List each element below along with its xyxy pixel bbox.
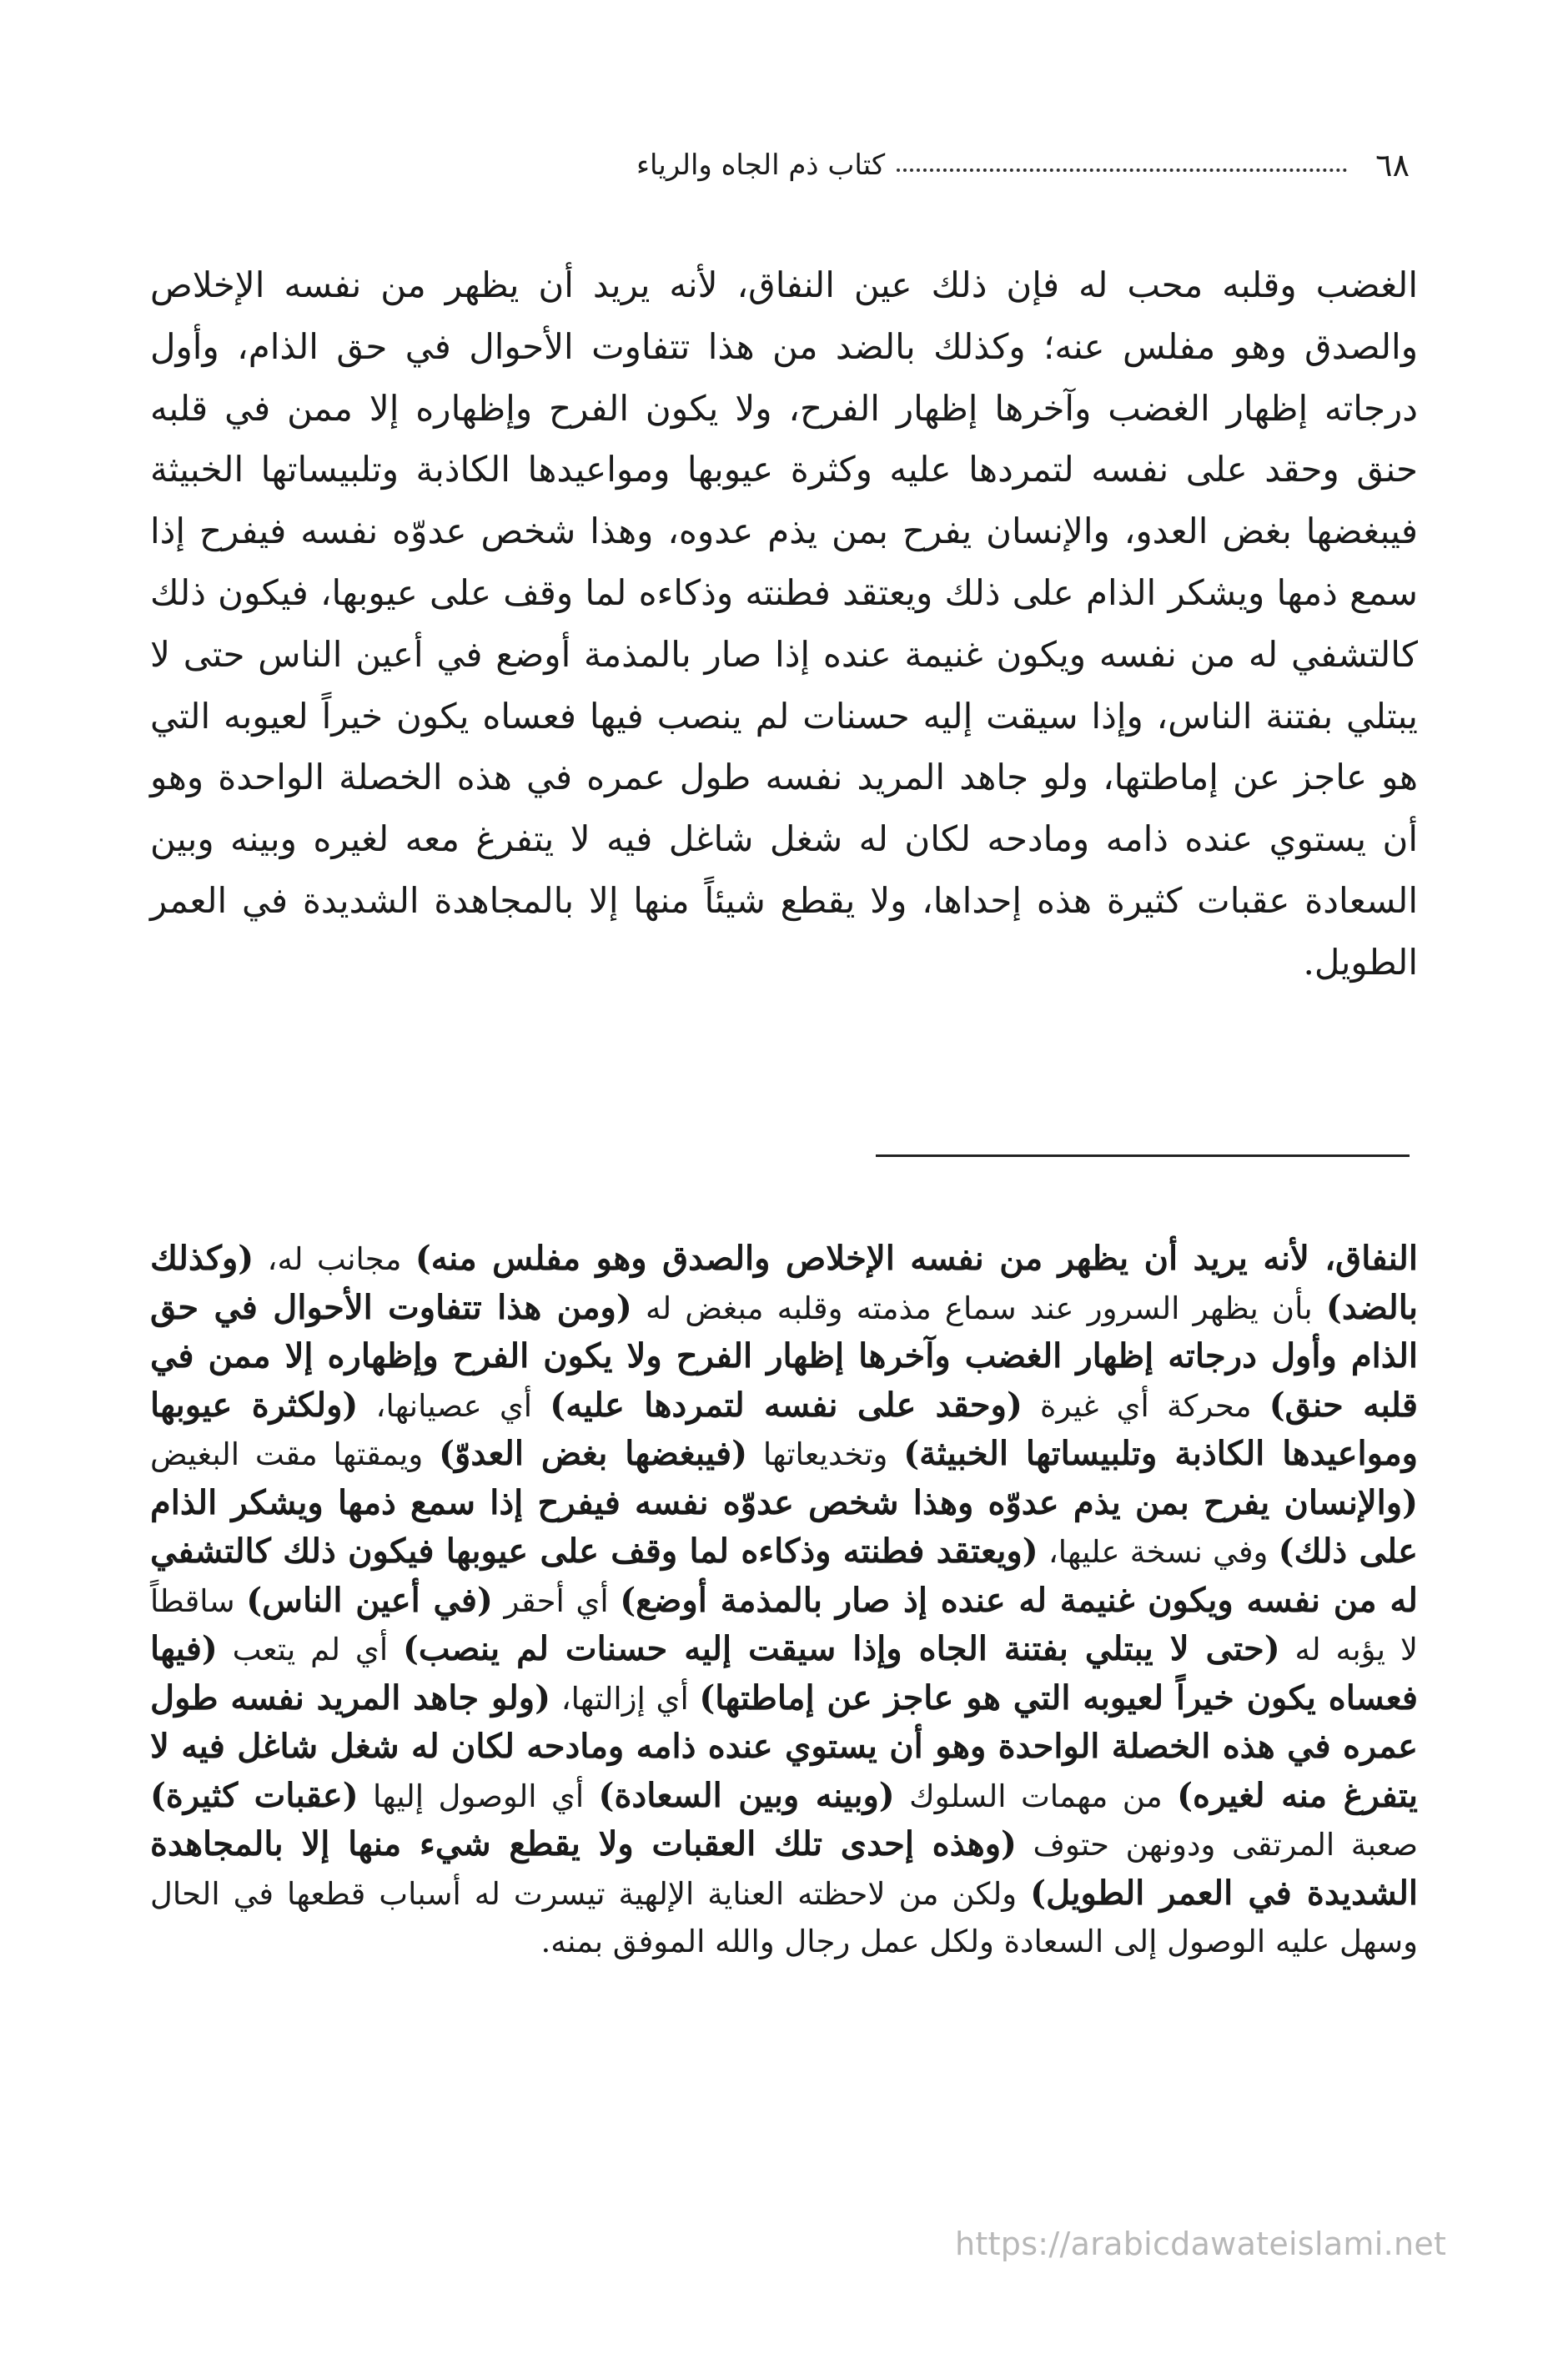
- page-header: [158, 140, 1410, 190]
- commentary-quoted-text: (ويعتقد فطنته وذكاءه لما وقف على عيوبها فيكون ذلك كالتشفي له من نفسه ويكون غنيمة له عنده إذ صار بالمذمة أوضع): [150, 1532, 1418, 1620]
- commentary-quoted-text: (ولو جاهد المريد نفسه طول عمره في هذه الخصلة الواحدة وهو أن يستوي عنده ذامه ومادحه لكان له شغل شاغل فيه لا يتفرغ منه لغيره): [150, 1677, 1418, 1815]
- commentary-explanation: ويمقتها مقت البغيض: [150, 1436, 440, 1472]
- commentary-quoted-text: (وكذلك بالضد): [150, 1239, 1419, 1327]
- main-text-block: الغضب وقلبه محب له فإن ذلك عين النفاق، لأنه يريد أن يظهر من نفسه الإخلاص والصدق وهو مفلس عنه؛ وكذلك بالضد من هذا تتفاوت الأحوال في حق الذام، وأول درجاته إظهار الغضب وآخرها إظهار الفرح، ولا يكون الفرح وإظهاره إلا ممن في قلبه حنق وحقد على نفسه لتمردها عليه وكثرة عيوبها ومواعيدها الكاذبة وتلبيساتها الخبيثة فيبغضها بغض العدو، والإنسان يفرح بمن يذم عدوه، وهذا شخص عدوّه نفسه فيفرح إذا سمع ذمها ويشكر الذام على ذلك ويعتقد فطنته وذكاءه لما وقف على عيوبها، فيكون ذلك كالتشفي له من نفسه ويكون غنيمة عنده إذا صار بالمذمة أوضع في أعين الناس حتى لا يبتلي بفتنة الناس، وإذا سيقت إليه حسنات لم ينصب فيها فعساه يكون خيراً لعيوبه التي هو عاجز عن إماطتها، ولو جاهد المريد نفسه طول عمره في هذه الخصلة الواحدة وهو أن يستوي عنده ذامه ومادحه لكان له شغل شاغل فيه لا يتفرغ معه لغيره وبينه وبين السعادة عقبات كثيرة هذه إحداها، ولا يقطع شيئاً منها إلا بالمجاهدة الشديدة في العمر الطويل.: [150, 264, 1418, 983]
- commentary-quoted-text: (عقبات كثيرة): [150, 1775, 359, 1815]
- commentary-quoted-text: (في أعين الناس): [246, 1580, 493, 1620]
- commentary-explanation: أي عصيانها،: [358, 1387, 550, 1424]
- commentary-quoted-text: (حتى لا يبتلي بفتنة الجاه وإذا سيقت إليه حسنات لم ينصب): [402, 1629, 1280, 1668]
- commentary-explanation: أي أحقر: [492, 1582, 621, 1619]
- commentary-explanation: ولكن من لاحظته العناية الإلهية تيسرت له أسباب قطعها في الحال وسهل عليه الوصول إلى السعادة ولكل عمل رجال والله الموفق بمنه.: [150, 1875, 1418, 1959]
- commentary-explanation: أي الوصول إليها: [358, 1778, 599, 1814]
- commentary-explanation: أي إزالتها،: [550, 1680, 700, 1717]
- commentary-explanation: أي لم يتعب: [217, 1632, 403, 1667]
- source-watermark[interactable]: https://arabicdawateislami.net: [955, 2226, 1447, 2262]
- commentary-explanation: محركة أي غيرة: [1022, 1387, 1269, 1424]
- commentary-explanation: ساقطاً لا يؤبه له: [150, 1582, 1419, 1667]
- commentary-quoted-text: (وحقد على نفسه لتمردها عليه): [550, 1385, 1023, 1425]
- running-title: كتاب ذم الجاه والرياء: [636, 148, 886, 182]
- commentary-quoted-text: (فيها فعساه يكون خيراً لعيوبه التي هو عاجز عن إماطتها): [150, 1629, 1418, 1718]
- commentary-quoted-text: (وهذه إحدى تلك العقبات ولا يقطع شيء منها إلا بالمجاهدة الشديدة في العمر الطويل): [150, 1824, 1418, 1913]
- commentary-quoted-text: (ومن هذا تتفاوت الأحوال في حق الذام وأول درجاته إظهار الغضب وآخرها إظهار الفرح ولا يكون الفرح وإظهاره إلا ممن في قلبه حنق): [150, 1287, 1419, 1425]
- footnote-divider: [876, 1154, 1410, 1157]
- commentary-explanation: وتخديعاتها: [747, 1436, 904, 1472]
- commentary-quoted-text: (والإنسان يفرح بمن يذم عدوّه وهذا شخص عدوّه نفسه فيفرح إذا سمع ذمها ويشكر الذام على ذلك): [150, 1482, 1418, 1571]
- commentary-explanation: صعبة المرتقى ودونهن حتوف: [1016, 1827, 1419, 1863]
- commentary-explanation: بأن يظهر السرور عند سماع مذمته وقلبه مبغض له: [631, 1290, 1326, 1326]
- commentary-quoted-text: (ولكثرة عيوبها ومواعيدها الكاذبة وتلبيساتها الخبيثة): [150, 1385, 1418, 1473]
- commentary-explanation: من مهمات السلوك: [894, 1778, 1178, 1814]
- commentary-block: [150, 1235, 1418, 1966]
- header-dotted-leader: [897, 168, 1347, 172]
- commentary-quoted-text: (فيبغضها بغض العدوّ): [439, 1434, 748, 1473]
- commentary-quoted-text: (وبينه وبين السعادة): [598, 1775, 895, 1815]
- commentary-explanation: وفي نسخة عليها،: [1038, 1534, 1279, 1570]
- commentary-explanation: مجانب له،: [254, 1241, 415, 1277]
- commentary-quoted-text: النفاق، لأنه يريد أن يظهر من نفسه الإخلاص والصدق وهو مفلس منه): [415, 1239, 1418, 1278]
- page-number: ٦٨: [1375, 147, 1410, 184]
